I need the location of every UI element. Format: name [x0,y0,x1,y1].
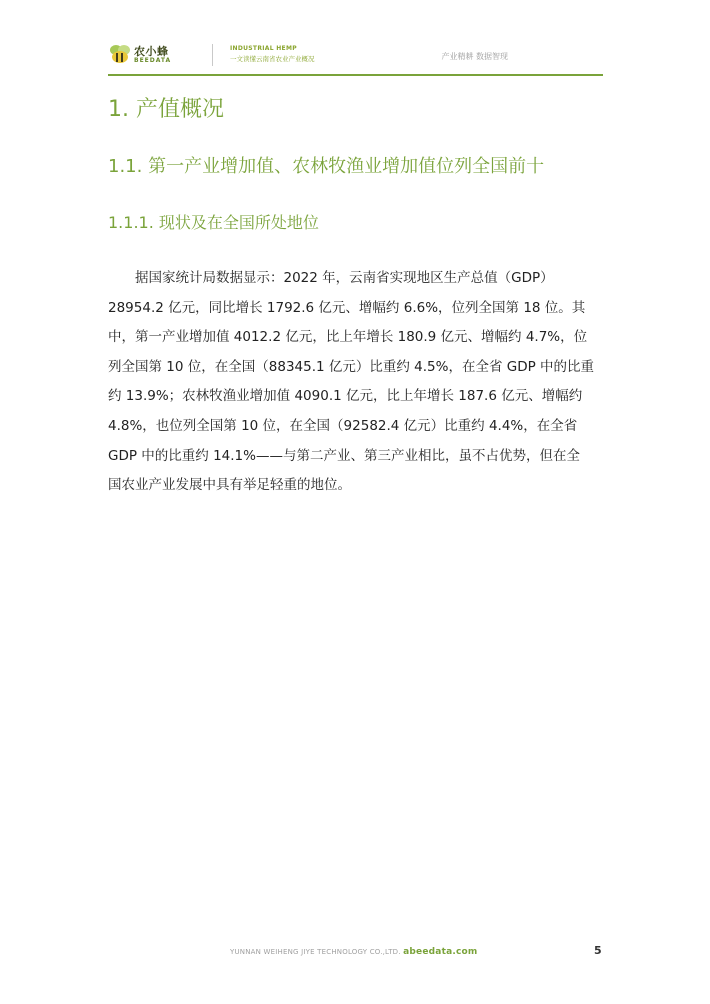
page-header [0,0,710,76]
heading-level-1: 1. 产值概况 [108,97,224,122]
heading-level-3: 1.1.1. 现状及在全国所处地位 [108,213,319,232]
header-slogan: 产业精耕 数据智现 [441,52,508,61]
paragraph-line: 约 13.9%；农林牧渔业增加值 4090.1 亿元，比上年增长 187.6 亿元、增幅约 [108,388,583,405]
paragraph-line: 中，第一产业增加值 4012.2 亿元，比上年增长 180.9 亿元、增幅约 4.7%，位 [108,329,588,346]
header-title-en: INDUSTRIAL HEMP [230,45,297,52]
footer-company: YUNNAN WEIHENG JIYE TECHNOLOGY CO.,LTD. [230,948,401,956]
footer-website-link[interactable]: abeedata.com [403,947,478,957]
paragraph-line: 国农业产业发展中具有举足轻重的地位。 [108,477,351,494]
bee-logo-icon [108,44,132,64]
page-number: 5 [594,944,602,957]
body-paragraph [108,264,606,501]
logo-name: 农小蜂 [134,45,169,58]
header-title-cn: 一文读懂云南省农业产业概况 [230,55,315,63]
header-rule [108,74,603,76]
logo-subtitle: BEEDATA [134,57,172,64]
heading-level-2: 1.1. 第一产业增加值、农林牧渔业增加值位列全国前十 [108,156,545,177]
paragraph-line: 列全国第 10 位，在全国（88345.1 亿元）比重约 4.5%，在全省 GDP 中的比重 [108,358,595,375]
paragraph-line: GDP 中的比重约 14.1%——与第二产业、第三产业相比，虽不占优势，但在全 [108,447,580,464]
paragraph-line: 4.8%，也位列全国第 10 位，在全国（92582.4 亿元）比重约 4.4%，在全省 [108,417,578,434]
header-divider [212,44,213,66]
paragraph-line: 28954.2 亿元，同比增长 1792.6 亿元、增幅约 6.6%，位列全国第 18 位。其 [108,299,586,316]
page-footer [230,947,477,957]
paragraph-line: 据国家统计局数据显示：2022 年，云南省实现地区生产总值（GDP） [108,270,554,286]
brand-logo [108,42,203,68]
